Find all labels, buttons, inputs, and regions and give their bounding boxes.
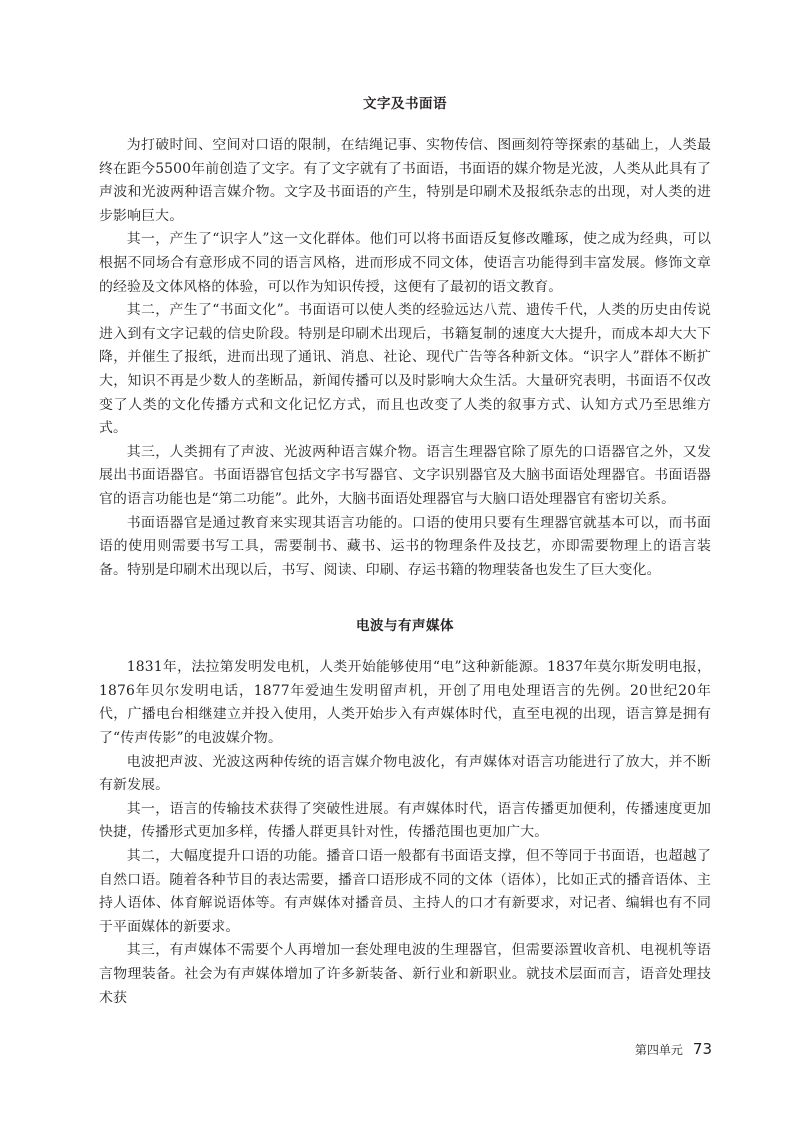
paragraph: 其二，产生了“书面文化”。书面语可以使人类的经验远达八荒、遗传千代，人类的历史由传说进入到有文字记载的信史阶段。特别是印刷术出现后，书籍复制的速度大大提升，而成本却大大下降，并催生了报纸，进而出现了通讯、消息、社论、现代广告等各种新文体。“识字人”群体不断扩大，知识不再是少数人的垄断品，新闻传播可以及时影响大众生活。大量研究表明，书面语不仅改变了人类的文化传播方式和文化记忆方式，而且也改变了人类的叙事方式、认知方式乃至思维方式。	[99, 302, 711, 437]
paragraph: 电波把声波、光波这两种传统的语言媒介物电波化，有声媒体对语言功能进行了放大，并不断有新发展。	[99, 753, 711, 794]
section-radio-media-body	[99, 656, 711, 1010]
page-body	[99, 86, 711, 1010]
page-number: 73	[692, 1040, 712, 1058]
paragraph: 其一，语言的传输技术获得了突破性进展。有声媒体时代，语言传播更加便利，传播速度更加快捷，传播形式更加多样，传播人群更具针对性，传播范围也更加广大。	[99, 800, 711, 841]
paragraph: 其二，大幅度提升口语的功能。播音口语一般都有书面语支撑，但不等同于书面语，也超越了自然口语。随着各种节目的表达需要，播音口语形成不同的文体（语体），比如正式的播音语体、主持人语体、体育解说语体等。有声媒体对播音员、主持人的口才有新要求，对记者、编辑也有不同于平面媒体的新要求。	[99, 848, 711, 935]
paragraph: 为打破时间、空间对口语的限制，在结绳记事、实物传信、图画刻符等探索的基础上，人类最终在距今5500年前创造了文字。有了文字就有了书面语，书面语的媒介物是光波，人类从此具有了声波和光波两种语言媒介物。文字及书面语的产生，特别是印刷术及报纸杂志的出现，对人类的进步影响巨大。	[99, 137, 711, 224]
page-footer	[635, 1040, 712, 1058]
section-title-radio-media: 电波与有声媒体	[356, 618, 454, 635]
paragraph: 其一，产生了“识字人”这一文化群体。他们可以将书面语反复修改雕琢，使之成为经典，可以根据不同场合有意形成不同的语言风格，进而形成不同文体，使语言功能得到丰富发展。修饰文章的经验及文体风格的体验，可以作为知识传授，这便有了最初的语文教育。	[99, 231, 711, 295]
paragraph: 其三，人类拥有了声波、光波两种语言媒介物。语言生理器官除了原先的口语器官之外，又发展出书面语器官。书面语器官包括文字书写器官、文字识别器官及大脑书面语处理器官。书面语器官的语言功能也是“第二功能”。此外，大脑书面语处理器官与大脑口语处理器官有密切关系。	[99, 443, 711, 507]
section-writing-body	[99, 134, 711, 582]
section-title-writing: 文字及书面语	[363, 96, 447, 112]
paragraph: 其三，有声媒体不需要个人再增加一套处理电波的生理器官，但需要添置收音机、电视机等语言物理装备。社会为有声媒体增加了许多新装备、新行业和新职业。就技术层面而言，语音处理技术获	[99, 942, 711, 1006]
unit-label: 第四单元	[634, 1043, 683, 1057]
paragraph: 书面语器官是通过教育来实现其语言功能的。口语的使用只要有生理器官就基本可以，而书面语的使用则需要书写工具，需要制书、藏书、运书的物理条件及技艺，亦即需要物理上的语言装备。特别是印刷术出现以后，书写、阅读、印刷、存运书籍的物理装备也发生了巨大变化。	[99, 514, 711, 578]
paragraph: 1831年，法拉第发明发电机，人类开始能够使用“电”这种新能源。1837年莫尔斯发明电报，1876年贝尔发明电话，1877年爱迪生发明留声机，开创了用电处理语言的先例。20世纪20年代，广播电台相继建立并投入使用，人类开始步入有声媒体时代，直至电视的出现，语言算是拥有了“传声传影”的电波媒介物。	[99, 659, 711, 747]
